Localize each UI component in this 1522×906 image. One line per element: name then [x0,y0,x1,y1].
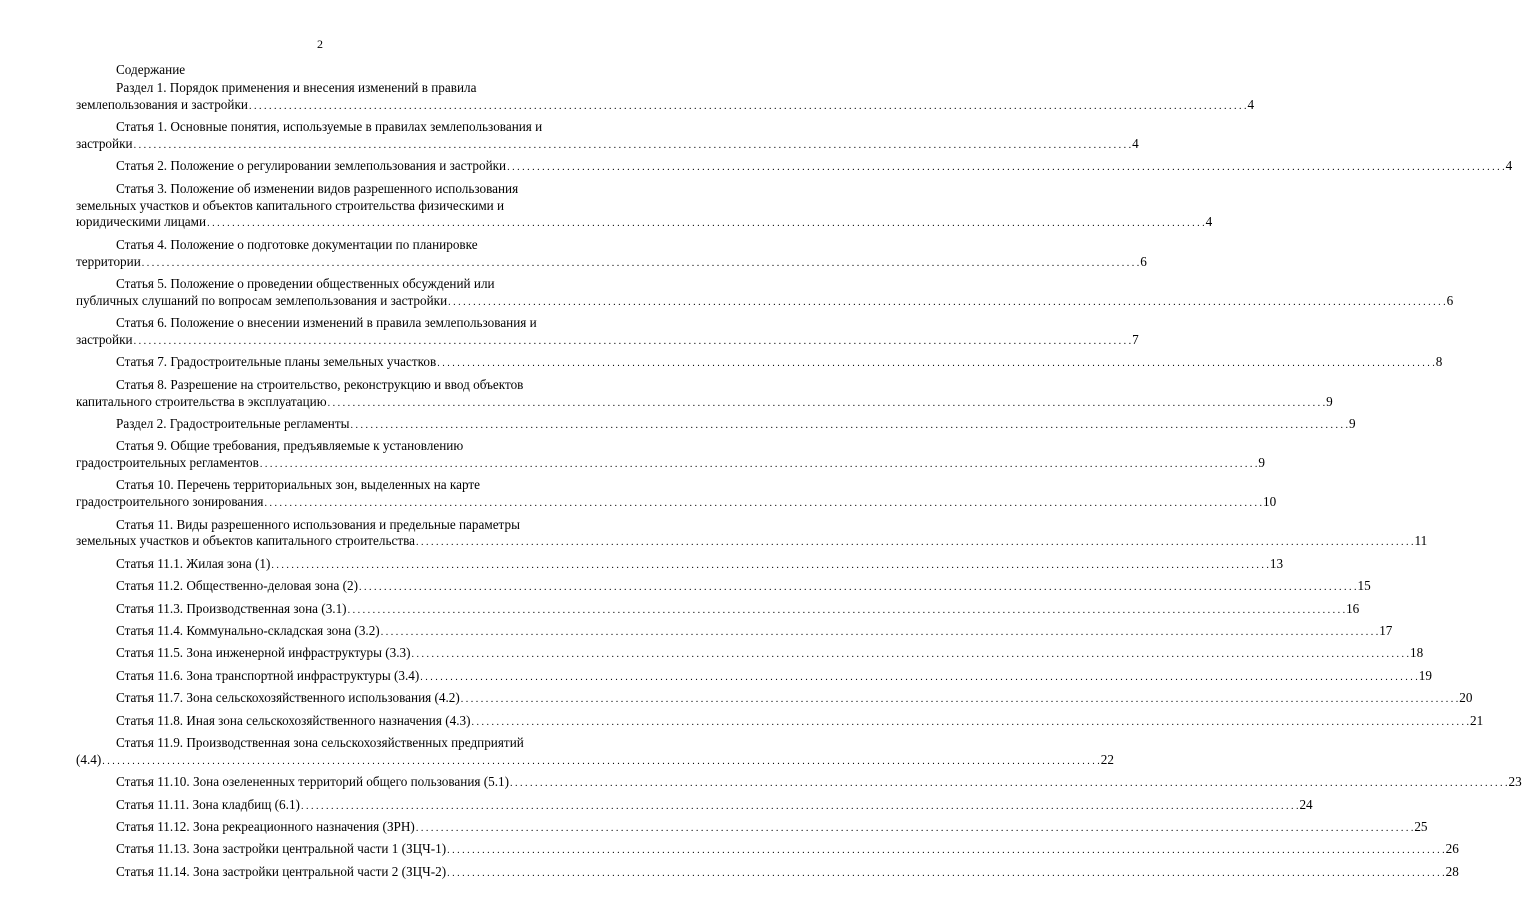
toc-entry-page-number: 24 [1299,796,1313,812]
toc-entry [76,841,1459,860]
toc-entry-page-number: 10 [1262,494,1277,510]
toc-entry-last-line [76,555,1284,575]
dot-leader: . . . . . . . . . . . . . . . . . . . . . . . . . . . . . . . . . . . . . . . . . . . . . . . . . . . . . . . . . . . . . . . . . . . . . . . . . . . . . . . . . . . . . . . . . . . . . . . . . . . . . . . . . . . . . . . . . . . . . . . . . . . . . . . . . . . . . . . . . . . . . . . . . . . . . . . . . . . . . . . . . . . . . . . . . . . . . . . . . . . . . . . . . . . . . . . . . . . . . . . . [447,845,1445,857]
toc-entry-last-line [76,645,1424,664]
toc-entry-last-line [76,415,1356,435]
toc-entry-text: Статья 11.10. Зона озелененных территорий общего пользования (5.1) [116,774,510,790]
toc-entry [76,438,1265,474]
toc-entry-last-line [76,841,1459,860]
table-of-contents [76,60,1522,886]
dot-leader: . . . . . . . . . . . . . . . . . . . . . . . . . . . . . . . . . . . . . . . . . . . . . . . . . . . . . . . . . . . . . . . . . . . . . . . . . . . . . . . . . . . . . . . . . . . . . . . . . . . . . . . . . . . . . . . . . . . . . . . . . . . . . . . . . . . . . . . . . . . . . . . . . . . . . . . . . . . . . . . . . . . . . . . . . . . . . . . . . . . . . . . . . . . . . . . . . . . . . . . . [300,800,1299,812]
toc-entry [76,275,1454,312]
toc-entry-text: Раздел 2. Градостроительные регламенты [116,415,350,431]
toc-entry-last-line [76,774,1522,793]
dot-leader: . . . . . . . . . . . . . . . . . . . . . . . . . . . . . . . . . . . . . . . . . . . . . . . . . . . . . . . . . . . . . . . . . . . . . . . . . . . . . . . . . . . . . . . . . . . . . . . . . . . . . . . . . . . . . . . . . . . . . . . . . . . . . . . . . . . . . . . . . . . . . . . . . . . . . . . . . . . . . . . . . . . . . . . . . . . . . . . . . . . . . . . . . . . . . . . . . . . . . . . . [133,139,1132,151]
toc-entry-first-line: Статья 9. Общие требования, предъявляемые к установлению [116,438,464,454]
dot-leader: . . . . . . . . . . . . . . . . . . . . . . . . . . . . . . . . . . . . . . . . . . . . . . . . . . . . . . . . . . . . . . . . . . . . . . . . . . . . . . . . . . . . . . . . . . . . . . . . . . . . . . . . . . . . . . . . . . . . . . . . . . . . . . . . . . . . . . . . . . . . . . . . . . . . . . . . . . . . . . . . . . . . . . . . . . . . . . . . . . . . . . . . . . . . . . . . . . . . . . . . [447,867,1445,879]
toc-entry [76,690,1473,709]
toc-entry-page-number: 9 [1348,415,1356,431]
dot-leader: . . . . . . . . . . . . . . . . . . . . . . . . . . . . . . . . . . . . . . . . . . . . . . . . . . . . . . . . . . . . . . . . . . . . . . . . . . . . . . . . . . . . . . . . . . . . . . . . . . . . . . . . . . . . . . . . . . . . . . . . . . . . . . . . . . . . . . . . . . . . . . . . . . . . . . . . . . . . . . . . . . . . . . . . . . . . . . . . . . . . . . . . . . . . . . . . . . . . . . . . [271,559,1269,571]
dot-leader: . . . . . . . . . . . . . . . . . . . . . . . . . . . . . . . . . . . . . . . . . . . . . . . . . . . . . . . . . . . . . . . . . . . . . . . . . . . . . . . . . . . . . . . . . . . . . . . . . . . . . . . . . . . . . . . . . . . . . . . . . . . . . . . . . . . . . . . . . . . . . . . . . . . . . . . . . . . . . . . . . . . . . . . . . . . . . . . . . . . . . . . . . . . . . . . . . . . . . . . . [350,419,1348,431]
toc-entry-last-line [76,533,1428,552]
toc-entry-last-line [76,578,1371,597]
toc-entry-last-line [76,455,1265,474]
toc-entry-last-line [76,96,1255,116]
toc-entry-first-line: Статья 1. Основные понятия, используемые в правилах землепользования и [116,119,543,135]
toc-entries [76,80,1522,883]
dot-leader: . . . . . . . . . . . . . . . . . . . . . . . . . . . . . . . . . . . . . . . . . . . . . . . . . . . . . . . . . . . . . . . . . . . . . . . . . . . . . . . . . . . . . . . . . . . . . . . . . . . . . . . . . . . . . . . . . . . . . . . . . . . . . . . . . . . . . . . . . . . . . . . . . . . . . . . . . . . . . . . . . . . . . . . . . . . . . . . . . . . . . . . . . . . . . . . . . . . . . . . . [437,358,1435,370]
toc-entry-page-number: 17 [1379,623,1393,639]
dot-leader: . . . . . . . . . . . . . . . . . . . . . . . . . . . . . . . . . . . . . . . . . . . . . . . . . . . . . . . . . . . . . . . . . . . . . . . . . . . . . . . . . . . . . . . . . . . . . . . . . . . . . . . . . . . . . . . . . . . . . . . . . . . . . . . . . . . . . . . . . . . . . . . . . . . . . . . . . . . . . . . . . . . . . . . . . . . . . . . . . . . . . . . . . . . . . . . . . . . . . . . . [448,296,1446,308]
toc-entry-page-number: 23 [1508,774,1522,790]
toc-entry [76,623,1393,642]
toc-entry [76,578,1371,597]
toc-entry-page-number: 9 [1258,455,1265,471]
dot-leader: . . . . . . . . . . . . . . . . . . . . . . . . . . . . . . . . . . . . . . . . . . . . . . . . . . . . . . . . . . . . . . . . . . . . . . . . . . . . . . . . . . . . . . . . . . . . . . . . . . . . . . . . . . . . . . . . . . . . . . . . . . . . . . . . . . . . . . . . . . . . . . . . . . . . . . . . . . . . . . . . . . . . . . . . . . . . . . . . . . . . . . . . . . . . . . . . . . . . . . . . [420,671,1418,683]
toc-entry-last-line [76,135,1139,155]
dot-leader: . . . . . . . . . . . . . . . . . . . . . . . . . . . . . . . . . . . . . . . . . . . . . . . . . . . . . . . . . . . . . . . . . . . . . . . . . . . . . . . . . . . . . . . . . . . . . . . . . . . . . . . . . . . . . . . . . . . . . . . . . . . . . . . . . . . . . . . . . . . . . . . . . . . . . . . . . . . . . . . . . . . . . . . . . . . . . . . . . . . . . . . . . . . . . . . . . . . . . . . . [207,218,1205,230]
toc-entry [76,236,1147,273]
toc-entry-page-number: 8 [1435,354,1443,370]
toc-entry [76,712,1484,732]
toc-entry [76,645,1424,664]
toc-entry [76,376,1333,413]
toc-entry-text: Статья 11.6. Зона транспортной инфраструктуры (3.4) [116,667,420,683]
toc-entry-text: Статья 11.14. Зона застройки центральной части 2 (ЗЦЧ-2) [116,863,447,879]
toc-entry-first-line: Статья 11.9. Производственная зона сельскохозяйственных предприятий [116,734,524,750]
dot-leader: . . . . . . . . . . . . . . . . . . . . . . . . . . . . . . . . . . . . . . . . . . . . . . . . . . . . . . . . . . . . . . . . . . . . . . . . . . . . . . . . . . . . . . . . . . . . . . . . . . . . . . . . . . . . . . . . . . . . . . . . . . . . . . . . . . . . . . . . . . . . . . . . . . . . . . . . . . . . . . . . . . . . . . . . . . . . . . . . . . . . . . . . . . . . . . . . . . . . . . . . [460,694,1459,706]
toc-entry-first-line: Статья 10. Перечень территориальных зон, выделенных на карте [116,477,481,493]
toc-entry-last-line [76,796,1313,816]
toc-entry [76,119,1139,155]
toc-entry-page-number: 15 [1357,578,1371,594]
toc-entry-page-number: 4 [1205,214,1213,230]
toc-entry-text: Статья 11.7. Зона сельскохозяйственного использования (4.2) [116,690,460,706]
dot-leader: . . . . . . . . . . . . . . . . . . . . . . . . . . . . . . . . . . . . . . . . . . . . . . . . . . . . . . . . . . . . . . . . . . . . . . . . . . . . . . . . . . . . . . . . . . . . . . . . . . . . . . . . . . . . . . . . . . . . . . . . . . . . . . . . . . . . . . . . . . . . . . . . . . . . . . . . . . . . . . . . . . . . . . . . . . . . . . . . . . . . . . . . . . . . . . . . . . . . . . . . [141,257,1140,269]
toc-entry-text: застройки [76,331,133,347]
toc-entry [76,863,1459,883]
toc-entry [76,818,1428,838]
toc-entry-page-number: 13 [1269,555,1284,571]
toc-entry-page-number: 19 [1418,667,1432,683]
toc-entry-last-line [76,690,1473,709]
toc-entry-last-line [76,623,1393,642]
toc-entry-text: Статья 11.12. Зона рекреационного назначения (ЗРН) [116,818,415,834]
toc-entry-text: земельных участков и объектов капитального строительства [76,533,416,549]
page-number: 2 [317,37,323,51]
toc-entry-last-line [76,292,1454,312]
toc-entry-last-line [76,331,1139,351]
toc-entry-text: землепользования и застройки [76,96,248,112]
toc-entry-last-line [76,214,1213,233]
toc-entry-first-line: Статья 11. Виды разрешенного использования и предельные параметры [116,516,520,532]
toc-entry-last-line [76,158,1513,177]
toc-entry-text: Статья 7. Градостроительные планы земельных участков [116,354,437,370]
toc-entry-text: капитального строительства в эксплуатацию [76,393,327,409]
toc-entry [76,516,1428,553]
toc-entry [76,600,1360,620]
toc-entry-page-number: 26 [1445,841,1459,857]
dot-leader: . . . . . . . . . . . . . . . . . . . . . . . . . . . . . . . . . . . . . . . . . . . . . . . . . . . . . . . . . . . . . . . . . . . . . . . . . . . . . . . . . . . . . . . . . . . . . . . . . . . . . . . . . . . . . . . . . . . . . . . . . . . . . . . . . . . . . . . . . . . . . . . . . . . . . . . . . . . . . . . . . . . . . . . . . . . . . . . . . . . . . . . . . . . . . . . . . . . . . . . . [507,162,1505,174]
toc-entry-first-line: Статья 4. Положение о подготовке документации по планировке [116,236,478,252]
toc-entry-text: территории [76,253,141,269]
dot-leader: . . . . . . . . . . . . . . . . . . . . . . . . . . . . . . . . . . . . . . . . . . . . . . . . . . . . . . . . . . . . . . . . . . . . . . . . . . . . . . . . . . . . . . . . . . . . . . . . . . . . . . . . . . . . . . . . . . . . . . . . . . . . . . . . . . . . . . . . . . . . . . . . . . . . . . . . . . . . . . . . . . . . . . . . . . . . . . . . . . . . . . . . . . . . . . . . . . . . . . . . [380,627,1379,639]
toc-entry-text: Статья 11.11. Зона кладбищ (6.1) [116,796,300,812]
toc-entry-last-line [76,253,1147,273]
toc-entry-page-number: 4 [1247,96,1255,112]
toc-entry-page-number: 16 [1346,600,1360,616]
dot-leader: . . . . . . . . . . . . . . . . . . . . . . . . . . . . . . . . . . . . . . . . . . . . . . . . . . . . . . . . . . . . . . . . . . . . . . . . . . . . . . . . . . . . . . . . . . . . . . . . . . . . . . . . . . . . . . . . . . . . . . . . . . . . . . . . . . . . . . . . . . . . . . . . . . . . . . . . . . . . . . . . . . . . . . . . . . . . . . . . . . . . . . . . . . . . . . . . . . . . . . . . [102,755,1100,767]
toc-entry-page-number: 28 [1445,863,1459,879]
toc-entry-page-number: 7 [1132,331,1139,347]
toc-title: Содержание [116,62,186,77]
dot-leader: . . . . . . . . . . . . . . . . . . . . . . . . . . . . . . . . . . . . . . . . . . . . . . . . . . . . . . . . . . . . . . . . . . . . . . . . . . . . . . . . . . . . . . . . . . . . . . . . . . . . . . . . . . . . . . . . . . . . . . . . . . . . . . . . . . . . . . . . . . . . . . . . . . . . . . . . . . . . . . . . . . . . . . . . . . . . . . . . . . . . . . . . . . . . . . . . . . . . . . . . [415,822,1414,834]
toc-entry-text: публичных слушаний по вопросам землепользования и застройки [76,292,448,308]
toc-entry-first-line: Раздел 1. Порядок применения и внесения изменений в правила [116,80,477,95]
dot-leader: . . . . . . . . . . . . . . . . . . . . . . . . . . . . . . . . . . . . . . . . . . . . . . . . . . . . . . . . . . . . . . . . . . . . . . . . . . . . . . . . . . . . . . . . . . . . . . . . . . . . . . . . . . . . . . . . . . . . . . . . . . . . . . . . . . . . . . . . . . . . . . . . . . . . . . . . . . . . . . . . . . . . . . . . . . . . . . . . . . . . . . . . . . . . . . . . . . . . . . . . [248,100,1247,112]
toc-entry [76,796,1313,816]
toc-entry [76,477,1277,513]
toc-entry-last-line [76,393,1333,413]
toc-entry [76,354,1443,373]
toc-entry [76,667,1432,687]
toc-entry-text: Статья 11.4. Коммунально-складская зона (3.2) [116,623,380,639]
toc-entry-text: застройки [76,135,133,151]
toc-entry-last-line [76,863,1459,883]
toc-entry [76,734,1114,771]
toc-entry-text: Статья 11.3. Производственная зона (3.1) [116,600,347,616]
toc-entry-page-number: 11 [1414,533,1428,549]
toc-entry-last-line [76,667,1432,687]
toc-entry-page-number: 20 [1459,690,1473,706]
toc-entry-first-line: Статья 3. Положение об изменении видов разрешенного использования [116,180,519,196]
toc-entry-page-number: 4 [1132,135,1139,151]
toc-entry [76,774,1522,793]
toc-entry [76,180,1213,233]
toc-entry [76,555,1284,575]
toc-entry-last-line [76,712,1484,732]
toc-entry-first-line: Статья 5. Положение о проведении общественных обсуждений или [116,275,495,291]
toc-entry-text: юридическими лицами [76,214,207,230]
toc-entry-last-line [76,751,1114,771]
toc-entry-page-number: 6 [1140,253,1147,269]
dot-leader: . . . . . . . . . . . . . . . . . . . . . . . . . . . . . . . . . . . . . . . . . . . . . . . . . . . . . . . . . . . . . . . . . . . . . . . . . . . . . . . . . . . . . . . . . . . . . . . . . . . . . . . . . . . . . . . . . . . . . . . . . . . . . . . . . . . . . . . . . . . . . . . . . . . . . . . . . . . . . . . . . . . . . . . . . . . . . . . . . . . . . . . . . . . . . . . . . . . . . . . . [264,498,1262,510]
toc-entry-last-line [76,600,1360,620]
dot-leader: . . . . . . . . . . . . . . . . . . . . . . . . . . . . . . . . . . . . . . . . . . . . . . . . . . . . . . . . . . . . . . . . . . . . . . . . . . . . . . . . . . . . . . . . . . . . . . . . . . . . . . . . . . . . . . . . . . . . . . . . . . . . . . . . . . . . . . . . . . . . . . . . . . . . . . . . . . . . . . . . . . . . . . . . . . . . . . . . . . . . . . . . . . . . . . . . . . . . . . . . [133,335,1132,347]
toc-entry-last-line [76,494,1277,513]
toc-entry-text: градостроительного зонирования [76,494,264,510]
toc-entry-page-number: 22 [1100,751,1114,767]
toc-entry-page-number: 21 [1469,712,1484,728]
toc-entry-page-number: 6 [1446,292,1454,308]
dot-leader: . . . . . . . . . . . . . . . . . . . . . . . . . . . . . . . . . . . . . . . . . . . . . . . . . . . . . . . . . . . . . . . . . . . . . . . . . . . . . . . . . . . . . . . . . . . . . . . . . . . . . . . . . . . . . . . . . . . . . . . . . . . . . . . . . . . . . . . . . . . . . . . . . . . . . . . . . . . . . . . . . . . . . . . . . . . . . . . . . . . . . . . . . . . . . . . . . . . . . . . . [327,397,1326,409]
toc-entry-page-number: 4 [1505,158,1513,174]
toc-entry-first-line: Статья 6. Положение о внесении изменений в правила землепользования и [116,315,537,331]
dot-leader: . . . . . . . . . . . . . . . . . . . . . . . . . . . . . . . . . . . . . . . . . . . . . . . . . . . . . . . . . . . . . . . . . . . . . . . . . . . . . . . . . . . . . . . . . . . . . . . . . . . . . . . . . . . . . . . . . . . . . . . . . . . . . . . . . . . . . . . . . . . . . . . . . . . . . . . . . . . . . . . . . . . . . . . . . . . . . . . . . . . . . . . . . . . . . . . . . . . . . . . . [471,716,1469,728]
toc-entry [76,158,1513,177]
toc-entry-text: Статья 11.1. Жилая зона (1) [116,555,271,571]
toc-entry-text: Статья 11.8. Иная зона сельскохозяйственного назначения (4.3) [116,712,471,728]
dot-leader: . . . . . . . . . . . . . . . . . . . . . . . . . . . . . . . . . . . . . . . . . . . . . . . . . . . . . . . . . . . . . . . . . . . . . . . . . . . . . . . . . . . . . . . . . . . . . . . . . . . . . . . . . . . . . . . . . . . . . . . . . . . . . . . . . . . . . . . . . . . . . . . . . . . . . . . . . . . . . . . . . . . . . . . . . . . . . . . . . . . . . . . . . . . . . . . . . . . . . . . . [411,649,1410,661]
toc-entry-text: (4.4) [76,751,102,767]
dot-leader: . . . . . . . . . . . . . . . . . . . . . . . . . . . . . . . . . . . . . . . . . . . . . . . . . . . . . . . . . . . . . . . . . . . . . . . . . . . . . . . . . . . . . . . . . . . . . . . . . . . . . . . . . . . . . . . . . . . . . . . . . . . . . . . . . . . . . . . . . . . . . . . . . . . . . . . . . . . . . . . . . . . . . . . . . . . . . . . . . . . . . . . . . . . . . . . . . . . . . . . . [347,604,1346,616]
toc-entry [76,415,1356,435]
toc-entry-last-line [76,818,1428,838]
toc-entry [76,315,1139,351]
toc-entry-text: Статья 11.2. Общественно-деловая зона (2) [116,578,358,594]
toc-entry-text: Статья 2. Положение о регулировании землепользования и застройки [116,158,507,174]
toc-entry-text: градостроительных регламентов [76,455,259,471]
toc-entry [76,80,1255,116]
dot-leader: . . . . . . . . . . . . . . . . . . . . . . . . . . . . . . . . . . . . . . . . . . . . . . . . . . . . . . . . . . . . . . . . . . . . . . . . . . . . . . . . . . . . . . . . . . . . . . . . . . . . . . . . . . . . . . . . . . . . . . . . . . . . . . . . . . . . . . . . . . . . . . . . . . . . . . . . . . . . . . . . . . . . . . . . . . . . . . . . . . . . . . . . . . . . . . . . . . . . . . . . [359,582,1357,594]
toc-entry-text: Статья 11.13. Зона застройки центральной части 1 (ЗЦЧ-1) [116,841,447,857]
toc-entry-page-number: 18 [1410,645,1424,661]
dot-leader: . . . . . . . . . . . . . . . . . . . . . . . . . . . . . . . . . . . . . . . . . . . . . . . . . . . . . . . . . . . . . . . . . . . . . . . . . . . . . . . . . . . . . . . . . . . . . . . . . . . . . . . . . . . . . . . . . . . . . . . . . . . . . . . . . . . . . . . . . . . . . . . . . . . . . . . . . . . . . . . . . . . . . . . . . . . . . . . . . . . . . . . . . . . . . . . . . . . . . . . . [416,537,1414,549]
toc-entry-last-line [76,354,1443,373]
dot-leader: . . . . . . . . . . . . . . . . . . . . . . . . . . . . . . . . . . . . . . . . . . . . . . . . . . . . . . . . . . . . . . . . . . . . . . . . . . . . . . . . . . . . . . . . . . . . . . . . . . . . . . . . . . . . . . . . . . . . . . . . . . . . . . . . . . . . . . . . . . . . . . . . . . . . . . . . . . . . . . . . . . . . . . . . . . . . . . . . . . . . . . . . . . . . . . . . . . . . . . . . [510,778,1508,790]
toc-entry-first-line: Статья 8. Разрешение на строительство, реконструкцию и ввод объектов [116,376,524,392]
toc-entry-page-number: 9 [1326,393,1333,409]
toc-entry-text: Статья 11.5. Зона инженерной инфраструктуры (3.3) [116,645,411,661]
dot-leader: . . . . . . . . . . . . . . . . . . . . . . . . . . . . . . . . . . . . . . . . . . . . . . . . . . . . . . . . . . . . . . . . . . . . . . . . . . . . . . . . . . . . . . . . . . . . . . . . . . . . . . . . . . . . . . . . . . . . . . . . . . . . . . . . . . . . . . . . . . . . . . . . . . . . . . . . . . . . . . . . . . . . . . . . . . . . . . . . . . . . . . . . . . . . . . . . . . . . . . . . [259,459,1258,471]
toc-entry-page-number: 25 [1414,818,1428,834]
toc-entry-middle-line: земельных участков и объектов капитального строительства физическими и [76,197,505,213]
